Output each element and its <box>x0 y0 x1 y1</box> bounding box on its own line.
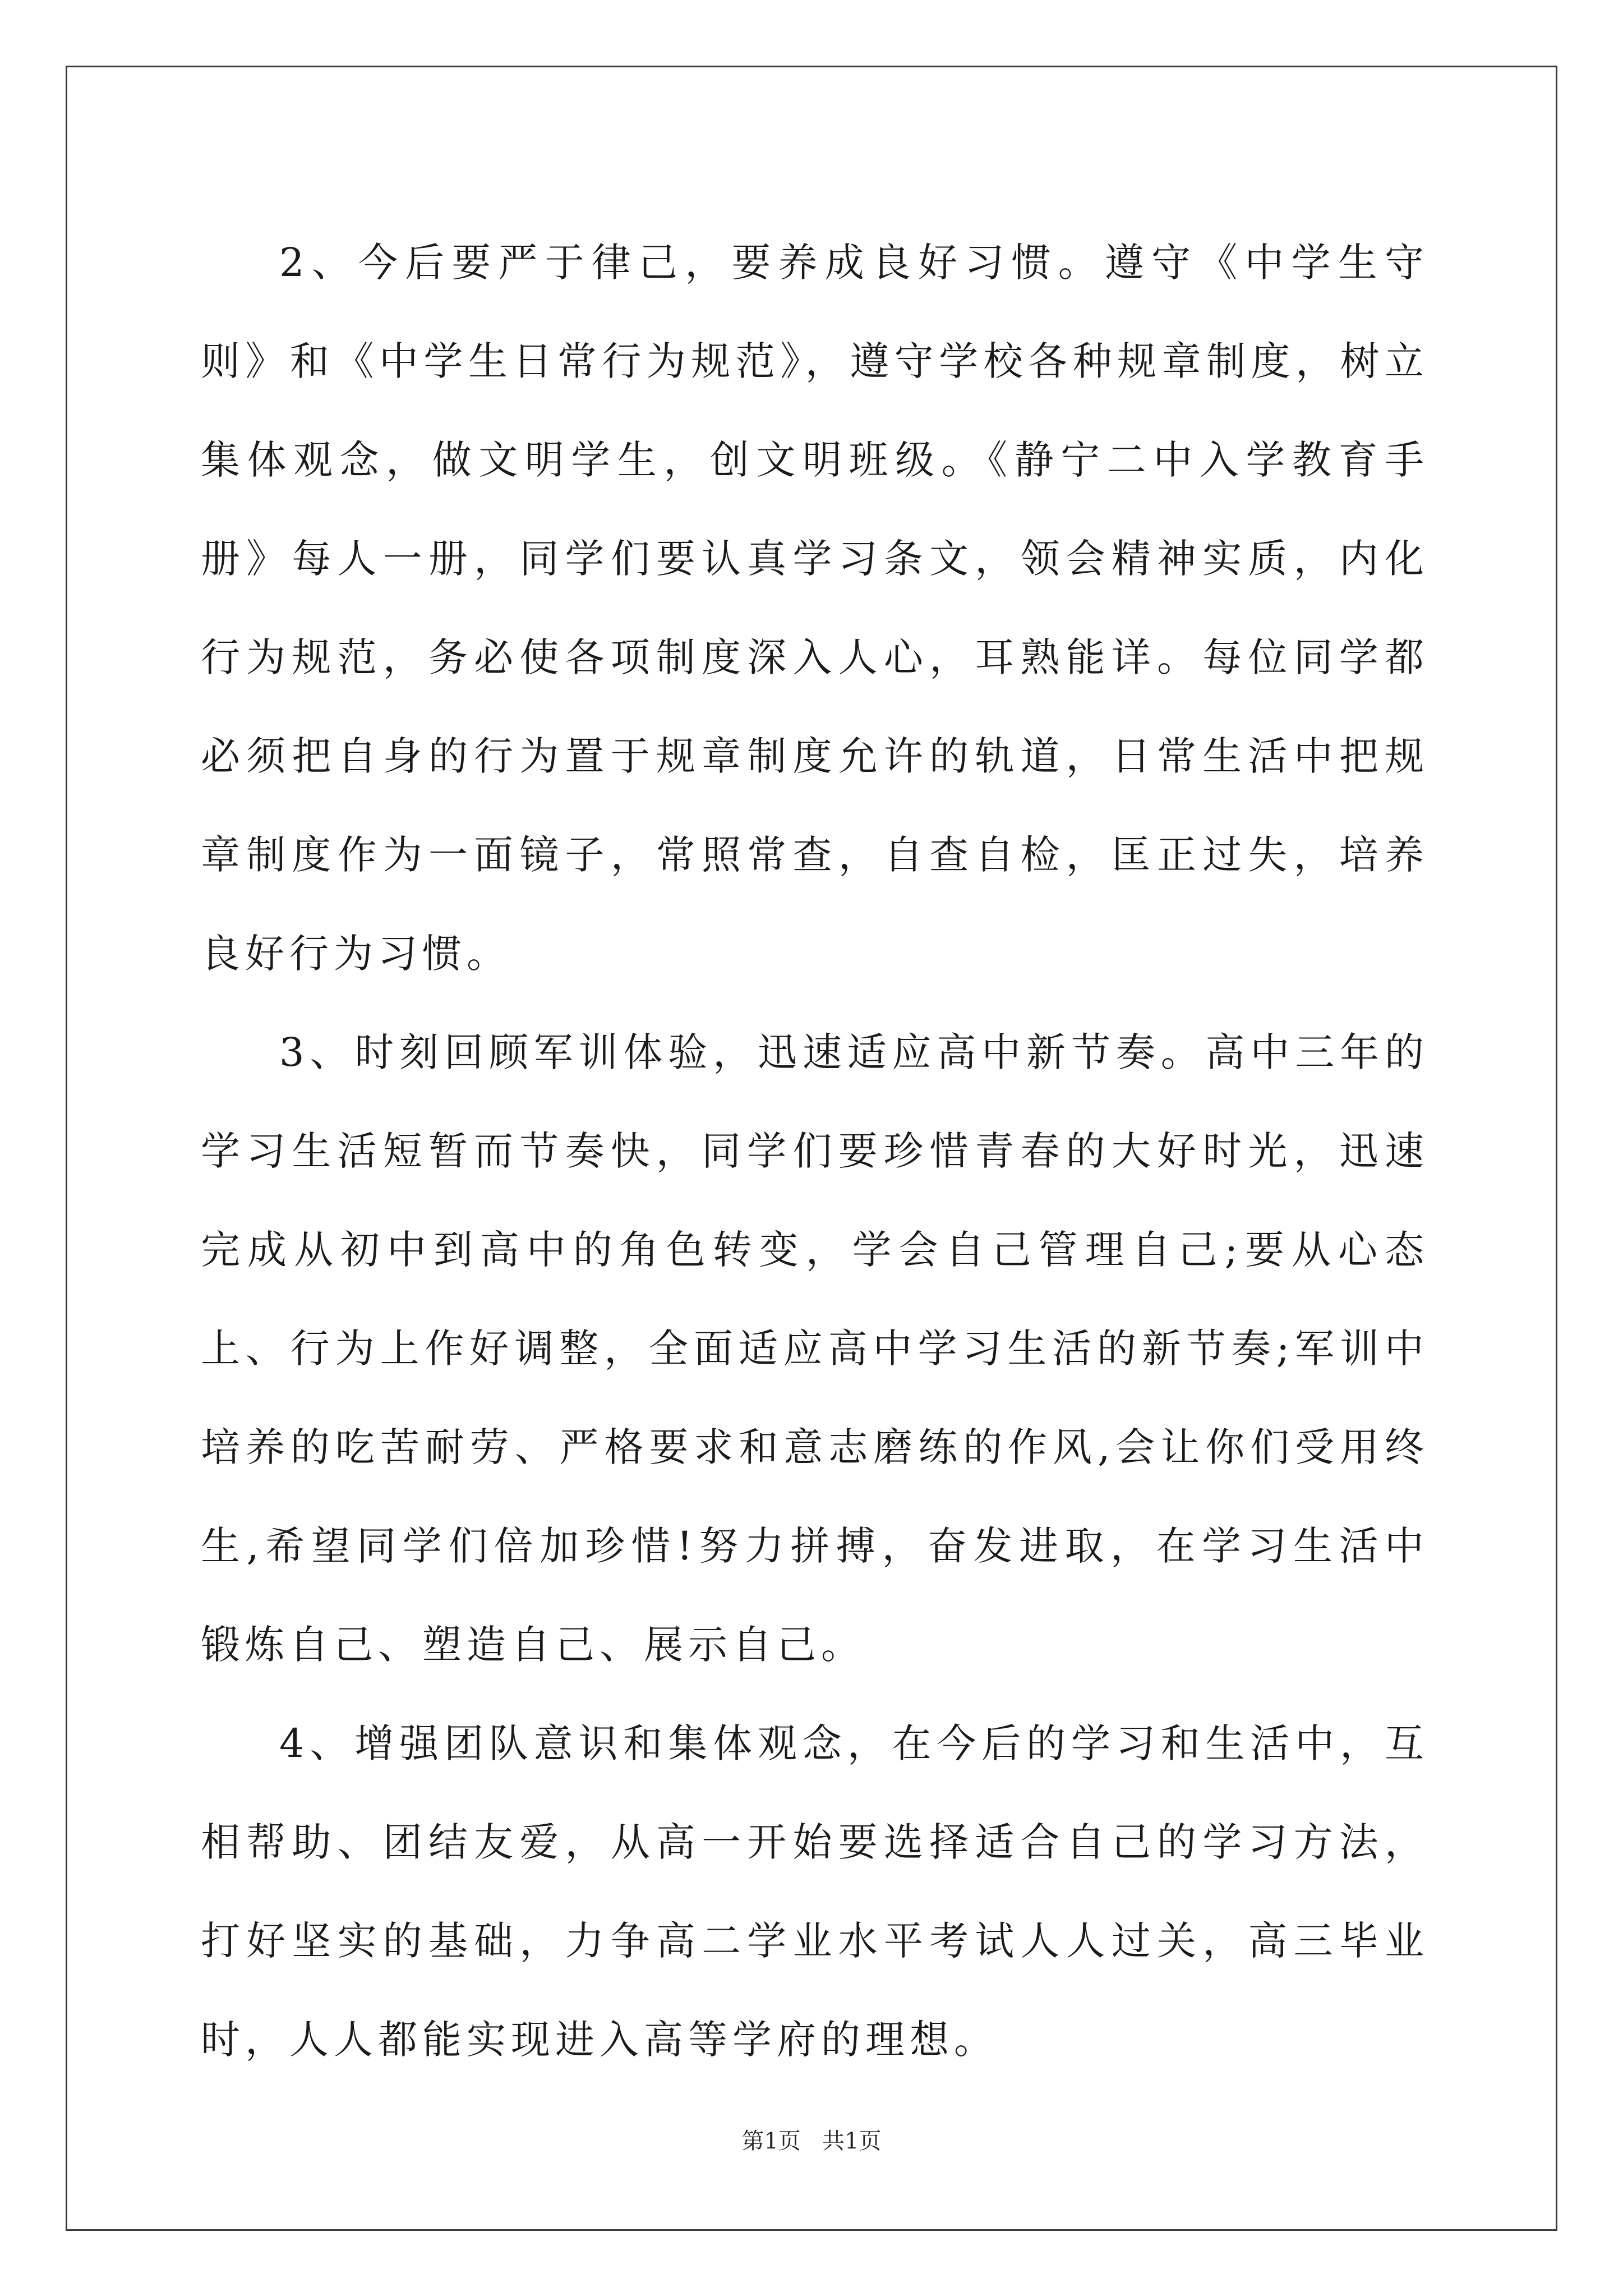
paragraph-3: 3、时刻回顾军训体验，迅速适应高中新节奏。高中三年的学习生活短暂而节奏快，同学们要珍惜青春的大好时光，迅速完成从初中到高中的角色转变，学会自己管理自己;要从心态上、行为上作好调整，全面适应高中学习生活的新节奏;军训中培养的吃苦耐劳、严格要求和意志磨练的作风,会让你们受用终生,希望同学们倍加珍惜!努力拼搏，奋发进取，在学习生活中锻炼自己、塑造自己、展示自己。 <box>201 1029 1429 1668</box>
paragraph-2: 2、今后要严于律己，要养成良好习惯。遵守《中学生守则》和《中学生日常行为规范》，遵守学校各种规章制度，树立集体观念，做文明学生，创文明班级。《静宁二中入学教育手册》每人一册，同学们要认真学习条文，领会精神实质，内化行为规范，务必使各项制度深入人心，耳熟能详。每位同学都必须把自身的行为置于规章制度允许的轨道，日常生活中把规章制度作为一面镜子，常照常查，自查自检，匡正过失，培养良好行为习惯。 <box>201 240 1429 977</box>
paragraph-4: 4、增强团队意识和集体观念，在今后的学习和生活中，互相帮助、团结友爱，从高一开始要选择适合自己的学习方法，打好坚实的基础，力争高二学业水平考试人人过关，高三毕业时，人人都能实现进入高等学府的理想。 <box>201 1720 1429 2063</box>
document-body <box>201 213 1429 2089</box>
page-footer: 第1页 共1页 <box>741 2128 882 2154</box>
